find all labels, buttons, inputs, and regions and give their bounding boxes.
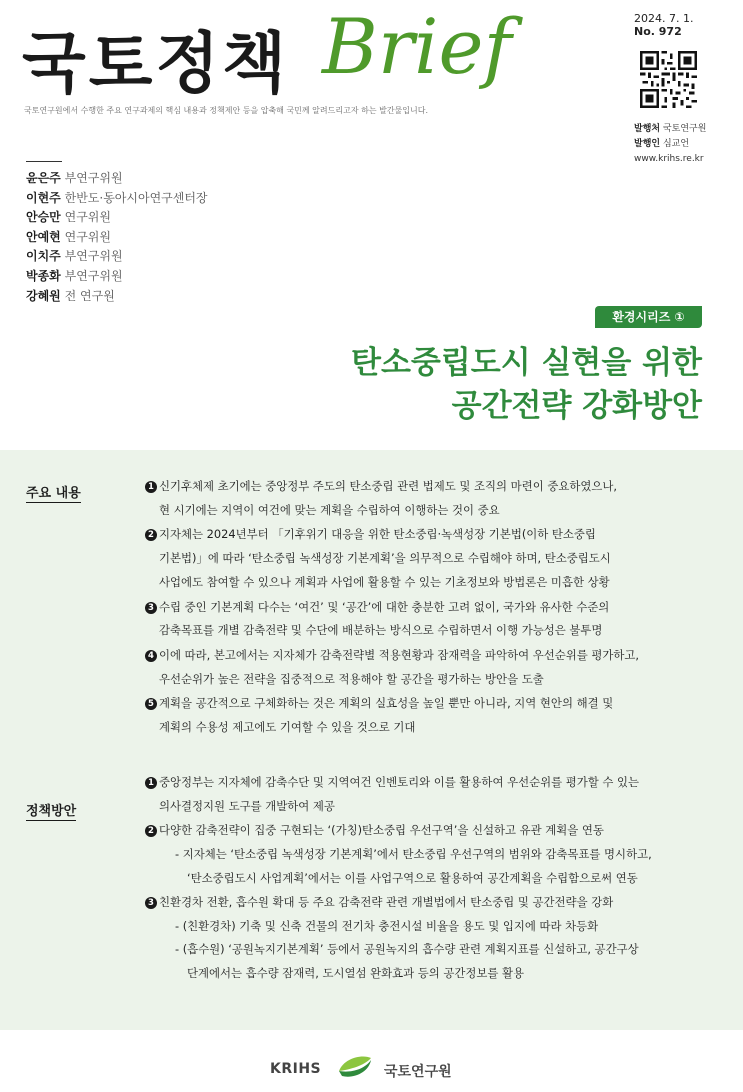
author-list: [26, 169, 208, 306]
summary-item-text: 우선순위가 높은 전략을 집중적으로 적용해야 할 공간을 평가하는 방안을 도출: [159, 671, 544, 686]
document-title-line: 탄소중립도시 실현을 위한: [351, 345, 702, 381]
summary-item-text: 신기후체제 초기에는 중앙정부 주도의 탄소중립 관련 법제도 및 조직의 마련이 중요하였으나,: [159, 479, 617, 493]
author-role: 부연구위원: [64, 171, 123, 185]
publisher-label: 발행처: [634, 124, 661, 134]
author-entry: [26, 169, 208, 189]
krihs-org-name: 국토연구원: [384, 1064, 452, 1080]
numbered-bullet-icon: 1: [145, 481, 157, 493]
series-badge: 환경시리즈 ①: [595, 306, 702, 328]
policy-sub-item-text: - 지자체는 ‘탄소중립 녹색성장 기본계획’에서 탄소중립 우선구역의 범위와 감축목표를 명시하고,: [175, 847, 652, 862]
issuer-line: [634, 137, 706, 152]
author-role: 전 연구원: [64, 288, 115, 303]
issuer-name: 심교언: [662, 139, 690, 149]
author-entry: [26, 189, 208, 209]
policy-list: [145, 771, 705, 986]
summary-item-text: 기본법)」에 따라 ‘탄소중립 녹색성장 기본계획’을 의무적으로 수립해야 하며, 탄소중립도시: [159, 551, 611, 566]
author-divider: [26, 161, 62, 162]
author-entry: [26, 247, 208, 267]
policy-item-text: 다양한 감축전략이 집중 구현되는 ‘(가칭)탄소중립 우선구역’을 신설하고 유관 계획을 연동: [159, 823, 604, 838]
summary-panel: [0, 450, 743, 1030]
author-entry: [26, 287, 208, 307]
author-name: 안승만: [26, 210, 61, 225]
policy-item: [145, 771, 705, 818]
author-name: 박종화: [26, 268, 61, 283]
author-role: 부연구위원: [64, 249, 123, 264]
footer-logo: [270, 1057, 470, 1083]
publisher-line: [634, 122, 706, 137]
issuer-label: 발행인: [634, 139, 661, 149]
numbered-bullet-icon: 2: [145, 825, 157, 837]
numbered-bullet-icon: 2: [145, 529, 157, 541]
author-name: 안예현: [26, 229, 61, 244]
summary-item-text: 계획을 공간적으로 구체화하는 것은 계획의 실효성을 높일 뿐만 아니라, 지역 현안의 해결 및: [159, 696, 614, 711]
policy-sub-item-text: - (흡수원) ‘공원녹지기본계획’ 등에서 공원녹지의 흡수량 관련 계획지표를 신설하고, 공간구상: [175, 942, 639, 957]
summary-section-label: 주요 내용: [26, 482, 81, 503]
summary-item: [145, 644, 705, 691]
author-entry: [26, 228, 208, 248]
summary-item: [145, 596, 705, 643]
summary-item-text: 수립 중인 기본계획 다수는 ‘여건’ 및 ‘공간’에 대한 충분한 고려 없이, 국가와 유사한 수준의: [159, 599, 610, 614]
document-title: [351, 342, 702, 428]
summary-item: [145, 475, 705, 522]
krihs-leaf-logo-icon: [336, 1054, 374, 1080]
publisher-name: 국토연구원: [662, 124, 707, 134]
policy-item: [145, 819, 705, 890]
author-entry: [26, 208, 208, 228]
numbered-bullet-icon: 4: [145, 650, 157, 662]
policy-item-text: 친환경차 전환, 흡수원 확대 등 주요 감축전략 관련 개별법에서 탄소중립 및 공간전략을 강화: [159, 895, 614, 910]
masthead-title-brief: Brief: [322, 2, 512, 91]
masthead: [22, 2, 542, 102]
numbered-bullet-icon: 3: [145, 602, 157, 614]
author-name: 이현주: [26, 190, 61, 205]
summary-item-text: 현 시기에는 지역이 여건에 맞는 계획을 수립하여 이행하는 것이 중요: [159, 502, 500, 517]
numbered-bullet-icon: 1: [145, 777, 157, 789]
website-link[interactable]: www.krihs.re.kr: [634, 154, 704, 164]
masthead-title-korean: 국토정책: [22, 25, 290, 102]
summary-item: [145, 692, 705, 739]
summary-item-text: 지자체는 2024년부터 「기후위기 대응을 위한 탄소중립·녹색성장 기본법(이하 탄소중립: [159, 527, 596, 542]
policy-item-text: 중앙정부는 지자체에 감축수단 및 지역여건 인벤토리와 이를 활용하여 우선순위를 평가할 수 있는: [159, 775, 639, 789]
author-role: 부연구위원: [64, 268, 123, 283]
policy-item: [145, 891, 705, 985]
numbered-bullet-icon: 3: [145, 897, 157, 909]
policy-sub-item-text: - (친환경차) 기축 및 신축 건물의 전기차 충전시설 비율을 용도 및 입지에 따라 차등화: [175, 918, 599, 933]
author-name: 강혜원: [26, 288, 61, 303]
policy-sub-item-text: 단계에서는 흡수량 잠재력, 도시열섬 완화효과 등의 공간정보를 활용: [187, 965, 525, 980]
issue-info: [634, 12, 693, 38]
author-entry: [26, 267, 208, 287]
krihs-logo-text: KRIHS: [270, 1061, 322, 1077]
policy-sub-item: [159, 843, 705, 890]
numbered-bullet-icon: 5: [145, 698, 157, 710]
issue-date: 2024. 7. 1.: [634, 12, 694, 25]
policy-item-text: 의사결정지원 도구를 개발하여 제공: [159, 798, 335, 813]
policy-sub-item: [159, 915, 705, 939]
policy-section-label: 정책방안: [26, 800, 76, 821]
summary-item-text: 계획의 수용성 제고에도 기여할 수 있을 것으로 기대: [159, 720, 416, 735]
publisher-info: [634, 122, 706, 167]
issue-number: No. 972: [634, 25, 682, 38]
document-title-line: 공간전략 강화방안: [451, 388, 702, 424]
masthead-tagline: 국토연구원에서 수행한 주요 연구과제의 핵심 내용과 정책제안 등을 압축해 국민께 알려드리고자 하는 발간물입니다.: [24, 106, 428, 115]
summary-item-text: 사업에도 참여할 수 있으나 계획과 사업에 활용할 수 있는 기초정보와 방법론은 미흡한 상황: [159, 574, 610, 589]
policy-sub-item-text: ‘탄소중립도시 사업계획’에서는 이를 사업구역으로 활용하여 공간계획을 수립함으로써 연동: [187, 870, 638, 885]
author-name: 이치주: [26, 249, 61, 264]
author-role: 연구위원: [64, 210, 111, 225]
summary-list: [145, 475, 705, 741]
policy-sub-item: [159, 938, 705, 985]
summary-item: [145, 523, 705, 594]
author-role: 연구위원: [64, 229, 111, 244]
summary-item-text: 이에 따라, 본고에서는 지자체가 감축전략별 적용현황과 잠재력을 파악하여 우선순위를 평가하고,: [159, 647, 639, 662]
summary-item-text: 감축목표를 개별 감축전략 및 수단에 배분하는 방식으로 수립하면서 이행 가능성은 불투명: [159, 623, 603, 638]
author-role: 한반도·동아시아연구센터장: [64, 190, 208, 205]
qr-code-icon[interactable]: [640, 51, 697, 108]
author-name: 윤은주: [26, 171, 61, 185]
